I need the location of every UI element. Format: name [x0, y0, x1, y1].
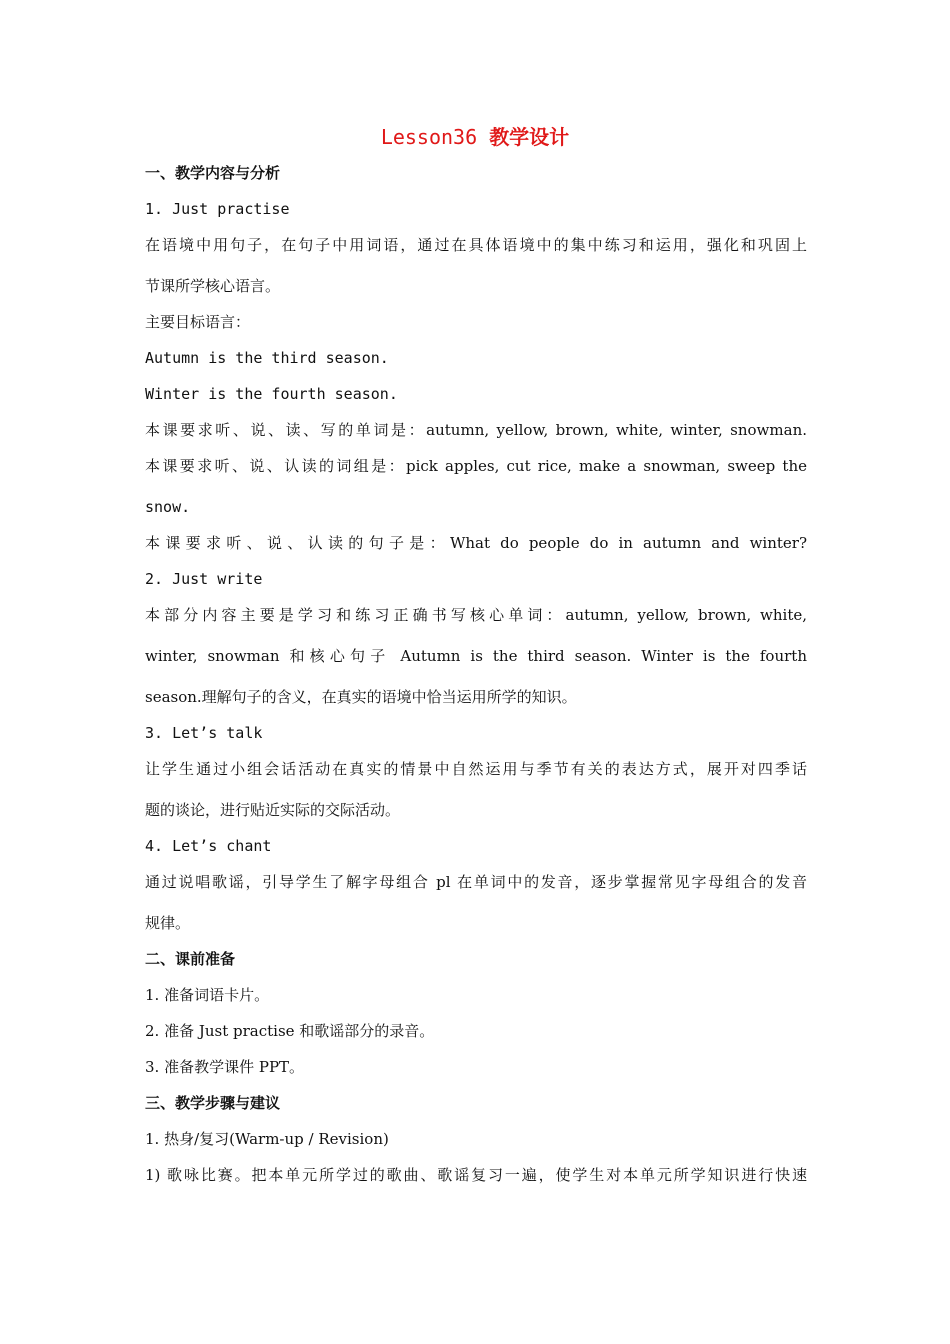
- paragraph-text: season.理解句子的含义，在真实的语境中恰当运用所学的知识。: [145, 688, 577, 706]
- list-item: 3. 准备教学课件 PPT。: [145, 1058, 305, 1076]
- paragraph-text: winter, snowman 和核心句子 Autumn is the third season. Winter is the fourth: [145, 647, 807, 665]
- subheading-just-practise: 1. Just practise: [145, 200, 290, 218]
- step-heading: 1. 热身/复习(Warm-up / Revision): [145, 1130, 389, 1148]
- paragraph-text: 在语境中用句子，在句子中用词语，通过在具体语境中的集中练习和运用，强化和巩固上: [145, 236, 807, 254]
- required-phrases-continued: snow.: [145, 498, 191, 516]
- step-detail: 1) 歌咏比赛。把本单元所学过的歌曲、歌谣复习一遍，使学生对本单元所学知识进行快速: [145, 1166, 807, 1184]
- list-item: 2. 准备 Just practise 和歌谣部分的录音。: [145, 1022, 435, 1040]
- target-sentence: Autumn is the third season.: [145, 349, 389, 367]
- title-lesson: Lesson36: [380, 125, 478, 149]
- subheading-lets-talk: 3. Let’s talk: [145, 724, 263, 742]
- paragraph-text: 题的谈论，进行贴近实际的交际活动。: [145, 801, 401, 819]
- page-title: [0, 121, 950, 153]
- paragraph-text: 让学生通过小组会话活动在真实的情景中自然运用与季节有关的表达方式，展开对四季话: [145, 760, 807, 778]
- target-language-label: 主要目标语言：: [145, 313, 251, 331]
- target-sentence: Winter is the fourth season.: [145, 385, 398, 403]
- required-phrases: 本课要求听、说、认读的词组是：pick apples, cut rice, make a snowman, sweep the: [145, 457, 807, 475]
- subheading-lets-chant: 4. Let’s chant: [145, 837, 272, 855]
- paragraph-text: 通过说唱歌谣，引导学生了解字母组合 pl 在单词中的发音，逐步掌握常见字母组合的发音: [145, 873, 807, 891]
- required-words: 本课要求听、说、读、写的单词是：autumn, yellow, brown, white, winter, snowman.: [145, 421, 807, 439]
- section-heading-content-analysis: 一、教学内容与分析: [145, 164, 281, 182]
- paragraph-text: 本部分内容主要是学习和练习正确书写核心单词：autumn, yellow, brown, white,: [145, 606, 807, 624]
- paragraph-text: 节课所学核心语言。: [145, 277, 281, 295]
- paragraph-text: 规律。: [145, 914, 191, 932]
- title-design: 教学设计: [489, 125, 570, 149]
- subheading-just-write: 2. Just write: [145, 570, 263, 588]
- section-heading-teaching-steps: 三、教学步骤与建议: [145, 1094, 281, 1112]
- section-heading-preparation: 二、课前准备: [145, 950, 236, 968]
- list-item: 1. 准备词语卡片。: [145, 986, 270, 1004]
- required-sentence: 本课要求听、说、认读的句子是：What do people do in autumn and winter?: [145, 534, 807, 552]
